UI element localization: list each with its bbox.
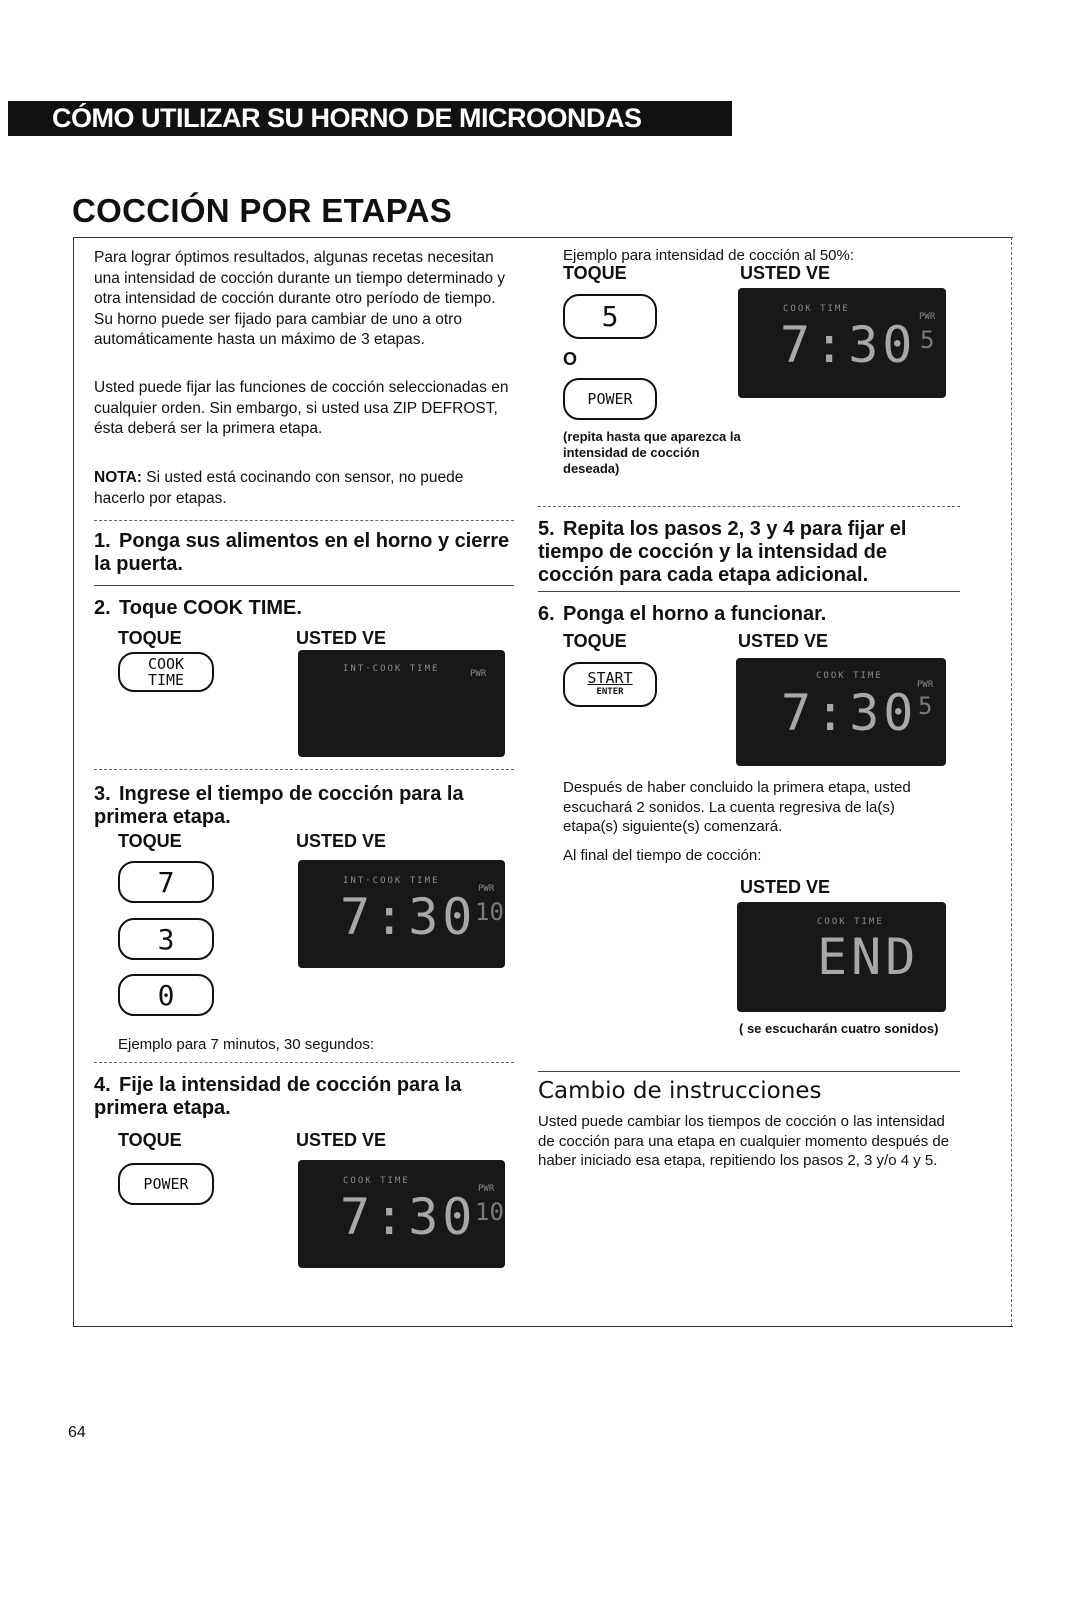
note-label: NOTA: xyxy=(94,469,142,486)
divider xyxy=(94,1062,514,1063)
section-header-text: CÓMO UTILIZAR SU HORNO DE MICROONDAS xyxy=(52,103,642,133)
display-label: COOK TIME xyxy=(783,304,850,314)
end-of-cooking-label: Al final del tiempo de cocción: xyxy=(563,847,762,864)
usted-ve-label: USTED VE xyxy=(296,1130,387,1150)
usted-ve-label: USTED VE xyxy=(740,877,831,897)
step-number: 5. xyxy=(538,518,555,540)
oven-display xyxy=(298,650,505,757)
divider xyxy=(94,585,514,586)
display-pwr-label: PWR xyxy=(917,680,934,690)
section-header xyxy=(8,101,732,136)
display-label: INT·COOK TIME xyxy=(343,664,440,674)
display-pwr-label: PWR xyxy=(470,669,487,679)
note-text: Si usted está cocinando con sensor, no puede hacerlo por etapas. xyxy=(94,469,464,507)
step-text: Ponga el horno a funcionar. xyxy=(563,603,827,625)
repeat-caption: (repita hasta que aparezca la intensidad de cocción deseada) xyxy=(563,429,741,476)
power-key[interactable]: POWER xyxy=(563,378,657,420)
toque-label: TOQUE xyxy=(118,628,182,648)
toque-label: TOQUE xyxy=(118,1130,182,1150)
display-pwr-label: PWR xyxy=(478,1184,495,1194)
step-number: 2. xyxy=(94,597,111,619)
display-time: END xyxy=(817,928,920,986)
step-number: 3. xyxy=(94,783,111,805)
start-enter-key[interactable] xyxy=(563,662,657,707)
display-pwr-value: 10 xyxy=(475,898,504,926)
display-pwr-value: 10 xyxy=(475,1198,504,1226)
example-50-title: Ejemplo para intensidad de cocción al 50%: xyxy=(563,247,855,264)
step-5 xyxy=(538,518,960,587)
toque-label: TOQUE xyxy=(118,831,182,851)
key-3[interactable]: 3 xyxy=(118,918,214,960)
display-time: 7:30 xyxy=(340,888,477,946)
frame-bottom-border xyxy=(73,1326,1013,1327)
step-number: 6. xyxy=(538,603,555,625)
divider xyxy=(538,1071,960,1072)
after-paragraph: Después de haber concluido la primera etapa, usted escuchará 2 sonidos. La cuenta regresiva de la(s) etapa(s) siguiente(s) comenzará. xyxy=(563,779,911,835)
display-pwr-label: PWR xyxy=(478,884,495,894)
change-instructions-text: Usted puede cambiar los tiempos de cocción o las intensidad de cocción para una etapa en cualquier momento después de haber iniciado esa etapa, repitiendo los pasos 2, 3 y/o 4 y 5. xyxy=(538,1113,950,1169)
step-1 xyxy=(94,530,514,576)
step-2 xyxy=(94,597,514,620)
intro-note xyxy=(94,468,494,509)
divider xyxy=(538,506,960,507)
usted-ve-label: USTED VE xyxy=(740,263,831,283)
oven-display xyxy=(738,288,946,398)
display-time: 7:30 xyxy=(781,684,918,742)
display-time: 7:30 xyxy=(340,1188,477,1246)
toque-label: TOQUE xyxy=(563,631,627,651)
or-label: O xyxy=(563,349,578,369)
step-text: Toque COOK TIME. xyxy=(119,597,302,619)
usted-ve-label: USTED VE xyxy=(296,628,387,648)
oven-display xyxy=(298,860,505,968)
display-label: COOK TIME xyxy=(817,917,884,927)
display-pwr-value: 5 xyxy=(920,326,935,354)
oven-display xyxy=(298,1160,505,1268)
step-text: Ponga sus alimentos en el horno y cierre la puerta. xyxy=(94,530,510,575)
key-0[interactable]: 0 xyxy=(118,974,214,1016)
key-label: START xyxy=(587,668,633,687)
key-label: TIME xyxy=(147,671,185,689)
usted-ve-label: USTED VE xyxy=(738,631,829,651)
key-label: ENTER xyxy=(596,686,624,697)
page-number: 64 xyxy=(68,1424,86,1441)
divider xyxy=(538,591,960,592)
divider xyxy=(94,520,514,521)
oven-display xyxy=(737,902,946,1012)
step-4 xyxy=(94,1074,514,1120)
intro-paragraph-2: Usted puede fijar las funciones de cocción seleccionadas en cualquier orden. Sin embargo, si usted usa ZIP DEFROST, ésta deberá ser la primera etapa. xyxy=(94,379,509,437)
display-pwr-label: PWR xyxy=(919,312,936,322)
beeps-caption: ( se escucharán cuatro sonidos) xyxy=(739,1021,939,1036)
frame-top-border xyxy=(73,237,1013,238)
step-text: Repita los pasos 2, 3 y 4 para fijar el tiempo de cocción y la intensidad de cocción para cada etapa adicional. xyxy=(538,518,907,586)
step-3 xyxy=(94,783,514,829)
step-number: 4. xyxy=(94,1074,111,1096)
intro-paragraph-1: Para lograr óptimos resultados, algunas recetas necesitan una intensidad de cocción durante un tiempo determinado y otra intensidad de cocción durante otro período de tiempo. Su horno puede ser fijado para cambiar de uno a otro automáticamente hasta un máximo de 3 etapas. xyxy=(94,249,506,348)
page-title: COCCIÓN POR ETAPAS xyxy=(72,192,453,229)
display-label: INT·COOK TIME xyxy=(343,876,440,886)
step-6 xyxy=(538,603,960,626)
display-label: COOK TIME xyxy=(343,1176,410,1186)
step-number: 1. xyxy=(94,530,111,552)
usted-ve-label: USTED VE xyxy=(296,831,387,851)
oven-display xyxy=(736,658,946,766)
frame-left-border xyxy=(73,237,74,1327)
step-text: Fije la intensidad de cocción para la primera etapa. xyxy=(94,1074,462,1119)
key-7[interactable]: 7 xyxy=(118,861,214,903)
key-5[interactable]: 5 xyxy=(563,294,657,339)
example-caption: Ejemplo para 7 minutos, 30 segundos: xyxy=(118,1036,374,1053)
frame-right-border xyxy=(1011,237,1012,1327)
divider xyxy=(94,769,514,770)
cook-time-key[interactable] xyxy=(118,652,214,692)
display-label: COOK TIME xyxy=(816,671,883,681)
display-time: 7:30 xyxy=(780,316,917,374)
power-key[interactable]: POWER xyxy=(118,1163,214,1205)
change-instructions-title: Cambio de instrucciones xyxy=(538,1078,822,1104)
display-pwr-value: 5 xyxy=(918,692,933,720)
toque-label: TOQUE xyxy=(563,263,627,283)
key-label: COOK xyxy=(147,655,185,673)
step-text: Ingrese el tiempo de cocción para la primera etapa. xyxy=(94,783,464,828)
